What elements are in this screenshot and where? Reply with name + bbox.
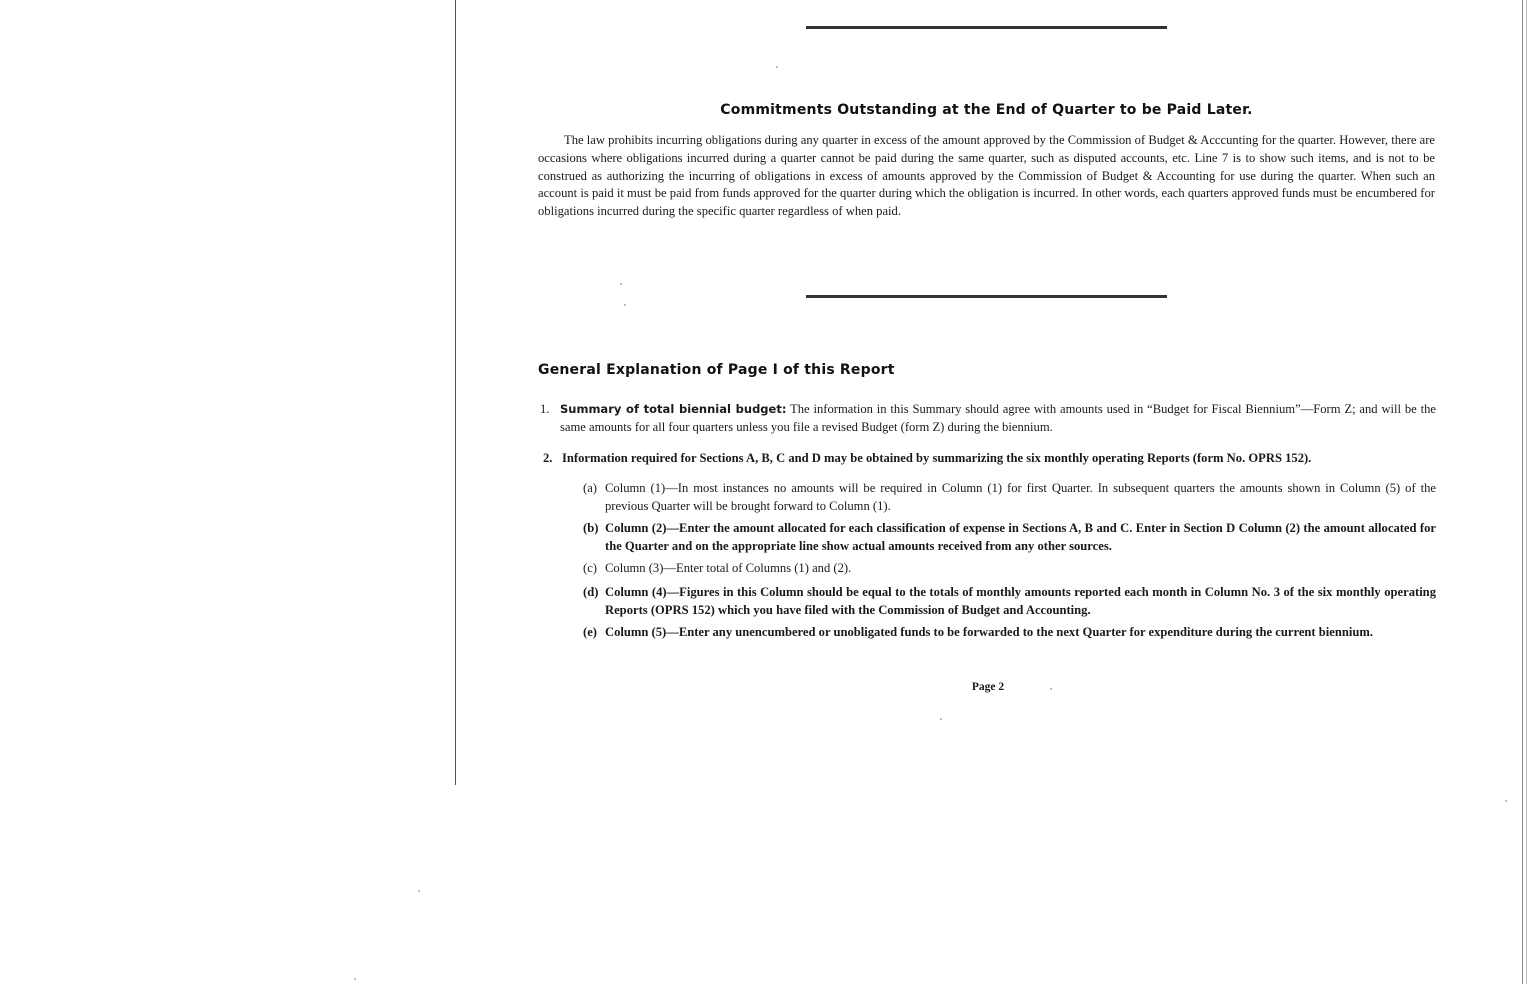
page-edge-line [1522,0,1523,984]
sub-item-d [583,584,1436,619]
list-item-lead: Summary of total biennial budget: [560,402,787,416]
sub-item-a [583,480,1436,515]
scan-speck [418,890,420,892]
sub-item-text: Column (2)—Enter the amount allocated for each classification of expense in Sections A, B and C. Enter in Section D Column (2) the amount allocated for the Quarter and on the appropriate line show actual amounts received from any other sources. [605,521,1436,553]
sub-item-text: Column (1)—In most instances no amounts will be required in Column (1) for first Quarter. In subsequent quarters the amounts shown in Column (5) of the previous Quarter will be brought forward to Column (1). [605,481,1436,513]
scan-speck [620,283,622,285]
commitments-paragraph [538,132,1435,221]
section-divider-middle [806,295,1167,298]
list-item-2 [543,450,1436,468]
list-item-text: Information required for Sections A, B, C and D may be obtained by summarizing the six monthly operating Reports (form No. OPRS 152). [562,451,1312,465]
page-fold-line [455,0,456,785]
sub-item-text: Column (4)—Figures in this Column should be equal to the totals of monthly amounts reported each month in Column No. 3 of the six monthly operating Reports (OPRS 152) which you have filed with the Commission of Budget and Accounting. [605,585,1436,617]
list-item-1 [540,401,1436,436]
list-item-text: The information in this Summary should agree with amounts used in “Budget for Fiscal Biennium”—Form Z; and will be the same amounts for all four quarters unless you file a revised Budget (form Z) during the biennium. [560,402,1436,434]
list-item-number: 2. [543,451,553,465]
commitments-heading: Commitments Outstanding at the End of Quarter to be Paid Later. [720,102,1253,118]
scan-speck [624,304,626,306]
sub-item-label: (a) [583,481,597,495]
sub-item-e [583,624,1436,642]
sub-item-label: (b) [583,521,599,535]
scan-speck [1505,800,1507,802]
sub-item-text: Column (5)—Enter any unencumbered or unobligated funds to be forwarded to the next Quarter for expenditure during the current biennium. [605,625,1374,639]
scan-speck [1050,688,1052,690]
commitments-paragraph-text: The law prohibits incurring obligations during any quarter in excess of the amount approved by the Commission of Budget & Acccunting for the quarter. However, there are occasions where obligations incurred during a quarter cannot be paid during the same quarter, such as disputed accounts, etc. Line 7 is to show such items, and is not to be construed as authorizing the incurring of obligations in excess of amounts approved by the Commission of Budget & Accounting for use during the quarter. When such an account is paid it must be paid from funds approved for the quarter during which the obligation is incurred. In other words, each quarters approved funds must be encumbered for obligations incurred during the specific quarter regardless of when paid. [538,133,1435,219]
scan-speck [776,66,778,68]
sub-item-label: (d) [583,585,599,599]
sub-item-text: Column (3)—Enter total of Columns (1) and (2). [605,561,852,575]
sub-item-label: (c) [583,561,597,575]
sub-item-c [583,560,1436,578]
sub-item-b [583,520,1436,555]
general-explanation-heading: General Explanation of Page I of this Report [538,362,895,378]
section-divider-top [806,26,1167,29]
list-item-number: 1. [540,402,550,416]
scan-speck [354,978,356,980]
scan-speck [940,718,942,720]
page-number: Page 2 [971,681,1005,693]
page-edge-line-secondary [1526,0,1527,984]
sub-item-label: (e) [583,625,597,639]
